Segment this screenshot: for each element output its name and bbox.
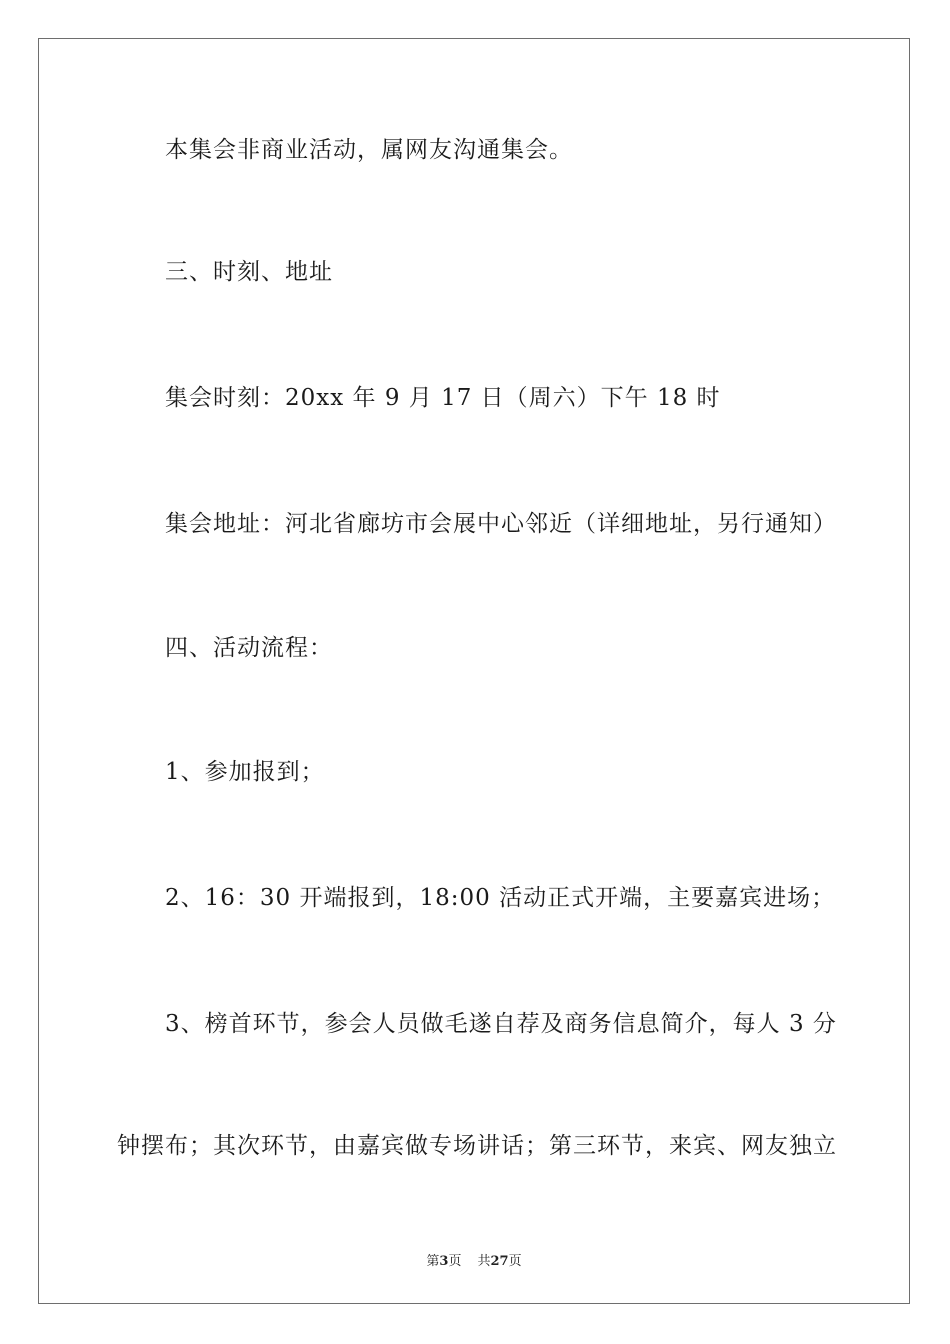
paragraph-meeting-time: 集会时刻：20xx 年 9 月 17 日（周六）下午 18 时	[165, 385, 721, 411]
list-item-3-continued: 钟摆布；其次环节，由嘉宾做专场讲话；第三环节，来宾、网友独立	[117, 1133, 837, 1159]
footer-total-unit: 页	[508, 1254, 522, 1269]
footer-total-pages: 27	[490, 1254, 509, 1269]
list-item-2: 2、16：30 开端报到，18:00 活动正式开端，主要嘉宾进场；	[165, 885, 836, 911]
footer-current-page: 3	[439, 1254, 449, 1269]
section-heading-time-address: 三、时刻、地址	[165, 259, 333, 285]
section-heading-process: 四、活动流程：	[165, 635, 333, 661]
page-footer	[39, 1253, 909, 1271]
paragraph-1: 本集会非商业活动，属网友沟通集会。	[165, 137, 573, 163]
list-item-1: 1、参加报到；	[165, 759, 325, 785]
footer-prefix: 第	[426, 1254, 440, 1269]
page-frame	[38, 38, 910, 1304]
footer-total-prefix: 共	[477, 1254, 491, 1269]
paragraph-meeting-address: 集会地址：河北省廊坊市会展中心邻近（详细地址，另行通知）	[165, 511, 837, 537]
list-item-3: 3、榜首环节，参会人员做毛遂自荐及商务信息简介，每人 3 分	[165, 1011, 837, 1037]
footer-page-unit: 页	[448, 1254, 462, 1269]
